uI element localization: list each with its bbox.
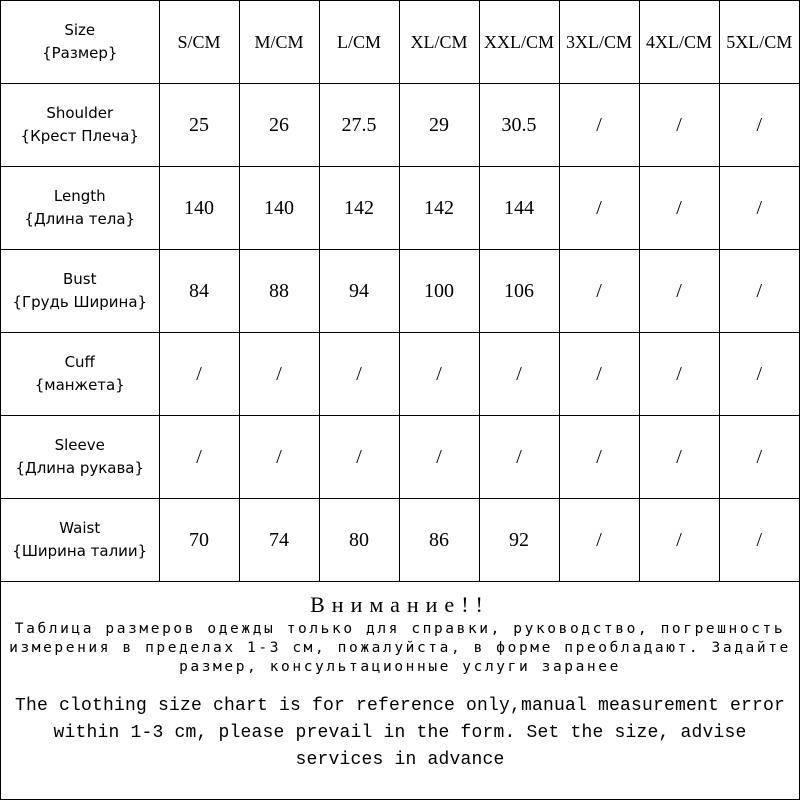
- notice-section: [1, 586, 799, 799]
- table-cell: /: [639, 499, 719, 582]
- table-cell: /: [639, 84, 719, 167]
- table-cell: /: [719, 333, 799, 416]
- size-header-l: L/CM: [319, 1, 399, 84]
- row-label-cell: [1, 167, 159, 250]
- table-cell: /: [559, 250, 639, 333]
- table-cell: 86: [399, 499, 479, 582]
- table-cell: /: [719, 416, 799, 499]
- size-header-5xl: 5XL/CM: [719, 1, 799, 84]
- table-row-shoulder: [1, 84, 799, 167]
- table-cell: /: [719, 167, 799, 250]
- table-cell: /: [479, 416, 559, 499]
- table-cell: /: [159, 333, 239, 416]
- size-header-3xl: 3XL/CM: [559, 1, 639, 84]
- notice-text-ru: Таблица размеров одежды только для справки, руководство, погрешность измерения в пределах 1-3 см, пожалуйста, в форме преобладают. Задайте размер, консультационные услуги заранее: [9, 621, 791, 675]
- table-cell: 140: [239, 167, 319, 250]
- header-row: [1, 1, 799, 84]
- table-cell: /: [399, 416, 479, 499]
- table-cell: /: [719, 499, 799, 582]
- table-cell: /: [159, 416, 239, 499]
- table-cell: /: [639, 250, 719, 333]
- row-label-en: Bust: [63, 270, 97, 288]
- row-label-ru: {Крест Плеча}: [20, 127, 139, 145]
- row-label-en: Sleeve: [54, 436, 105, 454]
- table-cell: /: [639, 333, 719, 416]
- table-cell: 80: [319, 499, 399, 582]
- table-cell: /: [319, 416, 399, 499]
- table-cell: 29: [399, 84, 479, 167]
- table-cell: /: [319, 333, 399, 416]
- size-header-m: M/CM: [239, 1, 319, 84]
- row-label-en: Waist: [59, 519, 101, 537]
- size-table: [1, 1, 799, 582]
- table-cell: 94: [319, 250, 399, 333]
- table-cell: /: [559, 333, 639, 416]
- table-cell: 70: [159, 499, 239, 582]
- table-cell: 25: [159, 84, 239, 167]
- table-cell: 27.5: [319, 84, 399, 167]
- table-cell: 140: [159, 167, 239, 250]
- table-cell: /: [239, 416, 319, 499]
- row-label-cell: [1, 250, 159, 333]
- table-cell: 100: [399, 250, 479, 333]
- row-label-cell: [1, 416, 159, 499]
- table-row-length: [1, 167, 799, 250]
- table-cell: /: [639, 167, 719, 250]
- table-row-waist: [1, 499, 799, 582]
- table-cell: 106: [479, 250, 559, 333]
- size-header-4xl: 4XL/CM: [639, 1, 719, 84]
- size-label-ru: {Размер}: [42, 44, 118, 62]
- size-label-en: Size: [64, 21, 96, 39]
- row-label-en: Shoulder: [46, 104, 114, 122]
- table-cell: 88: [239, 250, 319, 333]
- table-cell: 142: [319, 167, 399, 250]
- size-header-xl: XL/CM: [399, 1, 479, 84]
- table-cell: /: [559, 167, 639, 250]
- table-cell: 92: [479, 499, 559, 582]
- table-cell: 26: [239, 84, 319, 167]
- table-cell: /: [479, 333, 559, 416]
- row-label-ru: {Ширина талии}: [12, 542, 148, 560]
- notice-text-en: The clothing size chart is for reference only,manual measurement error within 1-3 cm, please prevail in the form. Set the size, advise services in advance: [14, 696, 786, 770]
- row-label-cell: [1, 499, 159, 582]
- table-row-sleeve: [1, 416, 799, 499]
- row-label-cell: [1, 84, 159, 167]
- table-row-bust: [1, 250, 799, 333]
- size-label-cell: [1, 1, 159, 84]
- table-cell: 144: [479, 167, 559, 250]
- table-cell: /: [239, 333, 319, 416]
- table-cell: /: [719, 250, 799, 333]
- size-header-s: S/CM: [159, 1, 239, 84]
- table-cell: 84: [159, 250, 239, 333]
- row-label-cell: [1, 333, 159, 416]
- notice-title: Внимание!!: [310, 592, 490, 617]
- table-cell: /: [399, 333, 479, 416]
- row-label-ru: {Грудь Ширина}: [12, 293, 148, 311]
- table-cell: /: [559, 84, 639, 167]
- size-header-xxl: XXL/CM: [479, 1, 559, 84]
- table-cell: /: [639, 416, 719, 499]
- row-label-en: Cuff: [64, 353, 95, 371]
- row-label-en: Length: [53, 187, 106, 205]
- table-row-cuff: [1, 333, 799, 416]
- row-label-ru: {Длина тела}: [24, 210, 136, 228]
- table-cell: /: [559, 416, 639, 499]
- table-cell: /: [719, 84, 799, 167]
- table-cell: /: [559, 499, 639, 582]
- table-cell: 30.5: [479, 84, 559, 167]
- row-label-ru: {Длина рукава}: [15, 459, 145, 477]
- table-cell: 142: [399, 167, 479, 250]
- table-cell: 74: [239, 499, 319, 582]
- row-label-ru: {манжета}: [34, 376, 125, 394]
